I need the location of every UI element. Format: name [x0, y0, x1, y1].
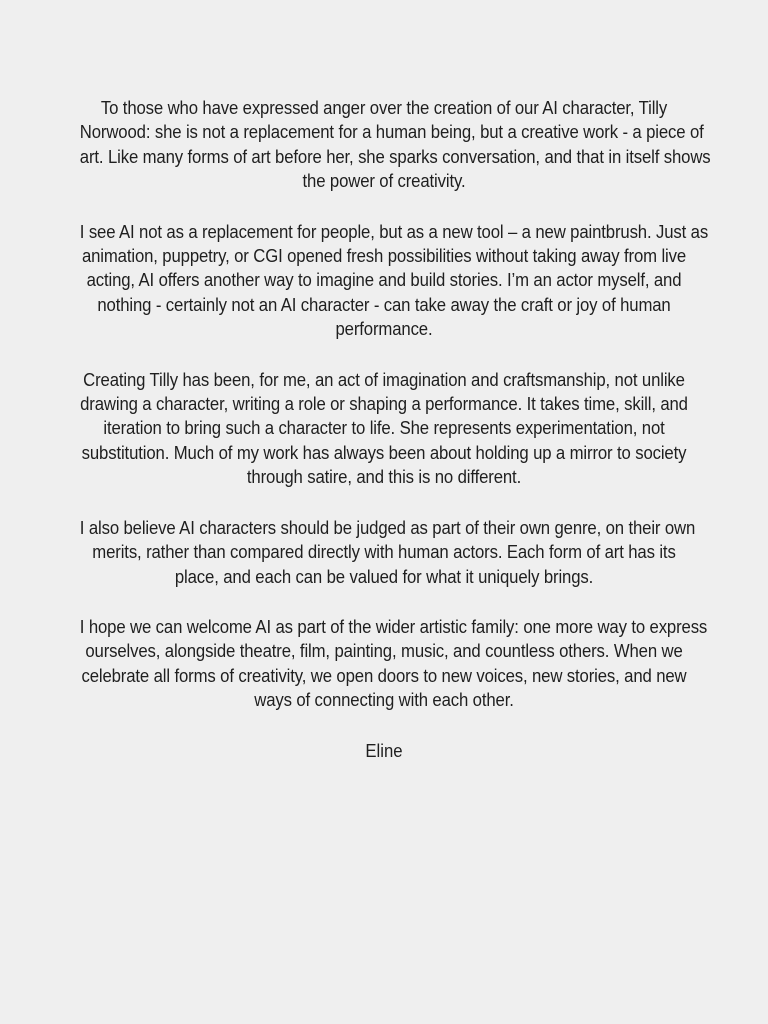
paragraph-line: ourselves, alongside theatre, film, painting, music, and countless others. When we [85, 640, 683, 662]
paragraph-line: merits, rather than compared directly with human actors. Each form of art has its [92, 541, 676, 563]
paragraph-line: To those who have expressed anger over the creation of our AI character, Tilly [100, 97, 668, 118]
paragraph-line: celebrate all forms of creativity, we open doors to new voices, new stories, and new [81, 664, 687, 686]
paragraph-line: iteration to bring such a character to life. She represents experimentation, not [103, 417, 665, 439]
paragraph-line: Creating Tilly has been, for me, an act of imagination and craftsmanship, not unlike [83, 368, 685, 390]
paragraph-line: drawing a character, writing a role or shaping a performance. It takes time, skill, and [80, 393, 688, 415]
paragraph-line: the power of creativity. [302, 170, 466, 192]
paragraph-line: nothing - certainly not an AI character - can take away the craft or joy of human [97, 293, 671, 315]
paragraph-line: I hope we can welcome AI as part of the wider artistic family: one more way to express [79, 615, 708, 637]
statement-document [46, 96, 722, 763]
paragraph-line: art. Like many forms of art before her, she sparks conversation, and that in itself shows [79, 145, 711, 167]
statement-paragraph-2 [79, 220, 709, 342]
paragraph-line: acting, AI offers another way to imagine and build stories. I’m an actor myself, and [86, 269, 682, 291]
statement-paragraph-5 [79, 615, 708, 713]
paragraph-line: performance. [335, 318, 433, 340]
paragraph-line: substitution. Much of my work has always been about holding up a mirror to society [81, 441, 687, 463]
paragraph-line: place, and each can be valued for what it uniquely brings. [174, 565, 594, 587]
statement-paragraph-3 [80, 368, 688, 490]
signature: Eline [365, 739, 403, 761]
paragraph-line: I see AI not as a replacement for people, but as a new tool – a new paintbrush. Just as [79, 220, 709, 242]
statement-paragraph-4 [79, 516, 696, 589]
paragraph-line: I also believe AI characters should be judged as part of their own genre, on their own [79, 516, 696, 538]
paragraph-line: through satire, and this is no different. [246, 466, 522, 488]
statement-paragraph-1 [79, 96, 711, 194]
paragraph-line: animation, puppetry, or CGI opened fresh possibilities without taking away from live [81, 245, 687, 267]
paragraph-line: Norwood: she is not a replacement for a human being, but a creative work - a piece of [79, 121, 704, 143]
paragraph-line: ways of connecting with each other. [254, 689, 514, 711]
